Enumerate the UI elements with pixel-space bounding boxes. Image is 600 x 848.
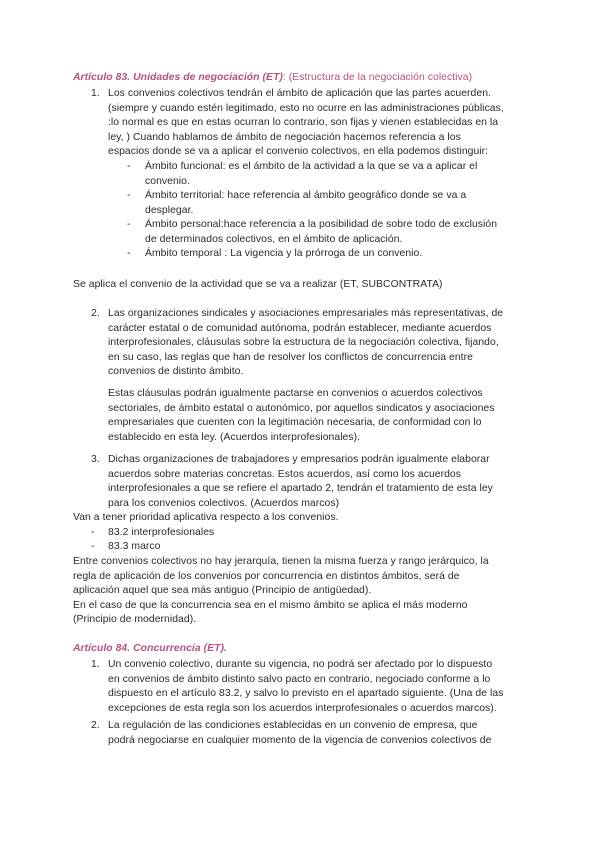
text-line: Entre convenios colectivos no hay jerarquía, tienen la misma fuerza y rango jerárquico, la — [73, 556, 489, 567]
bullet-ambito-personal — [145, 218, 497, 247]
bullet-dash: - — [127, 219, 131, 230]
text-line: 83.2 interprofesionales — [108, 527, 215, 538]
text-line: 83.3 marco — [108, 541, 161, 552]
text-line: Las organizaciones sindicales y asociaciones empresariales más representativas, de — [108, 308, 504, 319]
art83-title: Artículo 83. Unidades de negociación (ET) — [73, 72, 283, 83]
text-line: en convenios de ámbito distinto salvo pacto en contrario, negociado conforme a lo — [108, 673, 491, 685]
jerarquia-paragraph — [73, 555, 489, 628]
bullet-ambito-territorial — [145, 189, 466, 218]
text-line: regla de aplicación de los convenios por concurrencia en distintos ámbitos, será de — [73, 570, 460, 582]
bullet-dash: - — [127, 248, 131, 259]
text-line: En el caso de que la concurrencia sea en el mismo ámbito se aplica el más moderno — [73, 599, 468, 611]
text-line: espacios donde se va a aplicar el convenio colectivos, en ella podemos distinguir: — [108, 146, 489, 158]
text-line: sectoriales, de ámbito estatal o autonómico, por aquellos sindicatos y asociaciones — [108, 402, 495, 414]
art83-item3-number: 3. — [91, 454, 100, 465]
art84-item2-text — [108, 719, 491, 748]
text-line: (siempre y cuando estén legitimado, esto no ocurre en las administraciones públicas, — [108, 102, 504, 114]
art83-subtitle: : (Estructura de la negociación colectiva) — [282, 72, 473, 83]
text-line: Ámbito funcional: es el ámbito de la actividad a la que se va a aplicar el — [145, 161, 478, 172]
note-prioridad — [73, 511, 339, 526]
art83-heading — [73, 71, 472, 86]
text-line: acuerdos sobre materias concretas. Estos acuerdos, así como los acuerdos — [108, 468, 462, 480]
text-line: aplicación aquel que sea más antiguo (Principio de antigüedad). — [73, 585, 372, 597]
text-line: Ámbito territorial: hace referencia al ámbito geográfico donde se va a — [145, 190, 467, 201]
art83-item2-number: 2. — [91, 308, 100, 319]
text-line: convenio. — [145, 175, 190, 187]
text-line: Los convenios colectivos tendrán el ámbito de aplicación que las partes acuerden. — [108, 88, 491, 99]
note-subcontrata — [73, 278, 443, 293]
text-line: (Principio de modernidad). — [73, 614, 197, 626]
ref-dash: - — [91, 541, 95, 552]
art84-item1-text — [108, 658, 503, 716]
art84-title: Artículo 84. Concurrencia (ET). — [73, 643, 227, 654]
text-line: establecido en esta ley. (Acuerdos interprofesionales). — [108, 431, 361, 443]
ref-83-3 — [108, 540, 160, 555]
art83-item1-text — [108, 87, 504, 160]
text-line: en su caso, las reglas que han de resolver los conflictos de concurrencia entre — [108, 351, 473, 363]
text-line: Van a tener prioridad aplicativa respecto a los convenios. — [73, 512, 339, 523]
text-line: interprofesionales, cláusulas sobre la estructura de la negociación colectiva, fijando, — [108, 337, 499, 349]
art83-item3-text — [108, 453, 493, 511]
text-line: carácter estatal o de comunidad autónoma, podrán establecer, mediante acuerdos — [108, 322, 492, 334]
text-line: :lo normal es que en estas ocurran lo contrario, son fijas y vienen establecidas en la — [108, 117, 499, 129]
text-line: excepciones de esta regla son los acuerdos interprofesionales o acuerdos marcos). — [108, 702, 497, 714]
art84-item2-number: 2. — [91, 720, 100, 731]
bullet-dash: - — [127, 190, 131, 201]
text-line: Un convenio colectivo, durante su vigencia, no podrá ser afectado por lo dispuesto — [108, 659, 493, 670]
bullet-ambito-temporal — [145, 247, 422, 262]
text-line: La regulación de las condiciones establecidas en un convenio de empresa, que — [108, 720, 478, 731]
text-line: Estas cláusulas podrán igualmente pactarse en convenios o acuerdos colectivos — [108, 388, 483, 399]
text-line: Ámbito temporal : La vigencia y la prórroga de un convenio. — [145, 248, 423, 259]
bullet-dash: - — [127, 161, 131, 172]
text-line: dispuesto en el artículo 83.2, y salvo lo previsto en el apartado siguiente. (Una de las — [108, 688, 504, 700]
text-line: Dichas organizaciones de trabajadores y empresarios podrán igualmente elaborar — [108, 454, 490, 465]
text-line: para los convenios colectivos. (Acuerdos marcos) — [108, 497, 340, 509]
text-line: interprofesionales a que se refiere el apartado 2, tendrán el tratamiento de esta ley — [108, 483, 493, 495]
art83-item2-text — [108, 307, 503, 380]
art84-item1-number: 1. — [91, 659, 100, 670]
ref-dash: - — [91, 527, 95, 538]
bullet-ambito-funcional — [145, 160, 477, 189]
art83-item1-number: 1. — [91, 88, 100, 99]
text-line: podrá negociarse en cualquier momento de la vigencia de convenios colectivos de — [108, 734, 492, 746]
text-line: de determinados colectivos, en el ámbito de aplicación. — [145, 233, 403, 245]
text-line: convenios de distinto ámbito. — [108, 366, 244, 378]
art83-item2-paragraph2 — [108, 387, 495, 445]
ref-83-2 — [108, 526, 214, 541]
text-line: Se aplica el convenio de la actividad que se va a realizar (ET, SUBCONTRATA) — [73, 279, 443, 290]
text-line: ley, ) Cuando hablamos de ámbito de negociación hacemos referencia a los — [108, 131, 461, 143]
text-line: empresariales que cuenten con la legitimación necesaria, de conformidad con lo — [108, 417, 482, 429]
text-line: desplegar. — [145, 204, 194, 216]
art84-heading — [73, 642, 227, 657]
text-line: Ámbito personal:hace referencia a la posibilidad de sobre todo de exclusión — [145, 219, 498, 230]
